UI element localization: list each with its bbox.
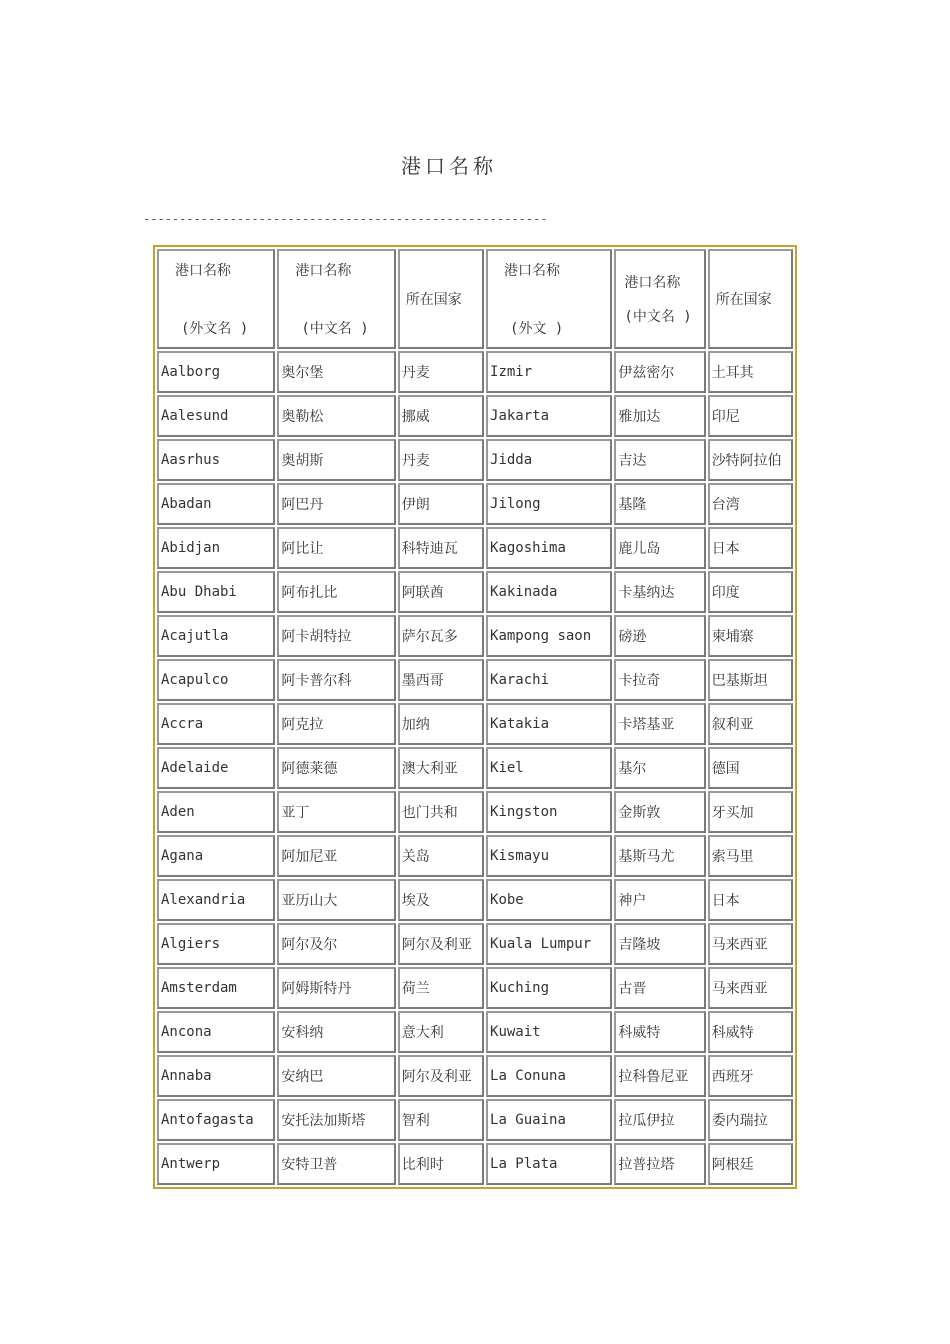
- port-chinese-name: 阿加尼亚: [277, 835, 395, 877]
- port-country: 委内瑞拉: [708, 1099, 793, 1141]
- header-country-2: 所在国家: [708, 249, 793, 349]
- port-foreign-name: Kagoshima: [486, 527, 612, 569]
- table-row: [157, 527, 793, 569]
- port-foreign-name: La Plata: [486, 1143, 612, 1185]
- port-chinese-name: 卡塔基亚: [614, 703, 705, 745]
- port-chinese-name: 伊兹密尔: [614, 351, 705, 393]
- port-country: 巴基斯坦: [708, 659, 793, 701]
- port-chinese-name: 安纳巴: [277, 1055, 395, 1097]
- port-foreign-name: Amsterdam: [157, 967, 275, 1009]
- table-row: [157, 351, 793, 393]
- port-chinese-name: 卡拉奇: [614, 659, 705, 701]
- table-row: [157, 703, 793, 745]
- port-country: 智利: [398, 1099, 484, 1141]
- port-country: 印度: [708, 571, 793, 613]
- port-country: 叙利亚: [708, 703, 793, 745]
- port-chinese-name: 奥胡斯: [277, 439, 395, 481]
- page-title: 港口名称: [401, 154, 497, 178]
- port-chinese-name: 神户: [614, 879, 705, 921]
- port-foreign-name: Acapulco: [157, 659, 275, 701]
- port-foreign-name: La Guaina: [486, 1099, 612, 1141]
- port-foreign-name: Annaba: [157, 1055, 275, 1097]
- port-chinese-name: 安特卫普: [277, 1143, 395, 1185]
- port-country: 阿尔及利亚: [398, 1055, 484, 1097]
- port-foreign-name: Aasrhus: [157, 439, 275, 481]
- port-chinese-name: 阿姆斯特丹: [277, 967, 395, 1009]
- port-foreign-name: Algiers: [157, 923, 275, 965]
- port-foreign-name: Katakia: [486, 703, 612, 745]
- port-chinese-name: 拉科鲁尼亚: [614, 1055, 705, 1097]
- port-country: 马来西亚: [708, 967, 793, 1009]
- port-chinese-name: 阿卡胡特拉: [277, 615, 395, 657]
- table-row: [157, 1011, 793, 1053]
- port-foreign-name: Agana: [157, 835, 275, 877]
- port-country: 阿联酋: [398, 571, 484, 613]
- port-foreign-name: Karachi: [486, 659, 612, 701]
- port-country: 阿尔及利亚: [398, 923, 484, 965]
- table-row: [157, 1143, 793, 1185]
- port-foreign-name: Aalesund: [157, 395, 275, 437]
- port-foreign-name: Kampong saon: [486, 615, 612, 657]
- port-chinese-name: 亚丁: [277, 791, 395, 833]
- header-foreign-name-2: 港口名称 (外文 ): [486, 249, 612, 349]
- port-foreign-name: Kakinada: [486, 571, 612, 613]
- port-country: 埃及: [398, 879, 484, 921]
- port-country: 科威特: [708, 1011, 793, 1053]
- table-row: [157, 835, 793, 877]
- port-chinese-name: 吉达: [614, 439, 705, 481]
- port-chinese-name: 奥尔堡: [277, 351, 395, 393]
- port-foreign-name: Acajutla: [157, 615, 275, 657]
- port-country: 日本: [708, 527, 793, 569]
- port-country: 印尼: [708, 395, 793, 437]
- table-row: [157, 483, 793, 525]
- port-foreign-name: Kuwait: [486, 1011, 612, 1053]
- port-country: 丹麦: [398, 439, 484, 481]
- port-chinese-name: 基斯马尤: [614, 835, 705, 877]
- table-row: [157, 571, 793, 613]
- table-header-row: [157, 249, 793, 349]
- port-chinese-name: 基隆: [614, 483, 705, 525]
- port-foreign-name: Abu Dhabi: [157, 571, 275, 613]
- port-foreign-name: Kuala Lumpur: [486, 923, 612, 965]
- port-foreign-name: Aden: [157, 791, 275, 833]
- port-country: 加纳: [398, 703, 484, 745]
- table-row: [157, 879, 793, 921]
- port-foreign-name: Ancona: [157, 1011, 275, 1053]
- port-country: 科特迪瓦: [398, 527, 484, 569]
- port-foreign-name: Antwerp: [157, 1143, 275, 1185]
- port-country: 意大利: [398, 1011, 484, 1053]
- port-chinese-name: 阿布扎比: [277, 571, 395, 613]
- table-row: [157, 923, 793, 965]
- port-foreign-name: Jilong: [486, 483, 612, 525]
- port-chinese-name: 卡基纳达: [614, 571, 705, 613]
- port-chinese-name: 科威特: [614, 1011, 705, 1053]
- port-chinese-name: 磅逊: [614, 615, 705, 657]
- port-country: 澳大利亚: [398, 747, 484, 789]
- port-country: 阿根廷: [708, 1143, 793, 1185]
- port-country: 德国: [708, 747, 793, 789]
- port-foreign-name: Abadan: [157, 483, 275, 525]
- port-chinese-name: 奥勒松: [277, 395, 395, 437]
- table-row: [157, 395, 793, 437]
- port-country: 柬埔寨: [708, 615, 793, 657]
- port-chinese-name: 雅加达: [614, 395, 705, 437]
- port-chinese-name: 拉普拉塔: [614, 1143, 705, 1185]
- header-foreign-name-1: 港口名称 (外文名 ): [157, 249, 275, 349]
- port-chinese-name: 安托法加斯塔: [277, 1099, 395, 1141]
- port-foreign-name: Accra: [157, 703, 275, 745]
- port-foreign-name: Jakarta: [486, 395, 612, 437]
- port-country: 墨西哥: [398, 659, 484, 701]
- port-foreign-name: Jidda: [486, 439, 612, 481]
- port-foreign-name: Kuching: [486, 967, 612, 1009]
- port-chinese-name: 亚历山大: [277, 879, 395, 921]
- port-country: 沙特阿拉伯: [708, 439, 793, 481]
- divider-rule: --------------------------------------------------------: [143, 212, 548, 226]
- port-chinese-name: 拉瓜伊拉: [614, 1099, 705, 1141]
- port-country: 日本: [708, 879, 793, 921]
- port-country: 索马里: [708, 835, 793, 877]
- table-row: [157, 791, 793, 833]
- table-row: [157, 1055, 793, 1097]
- port-country: 比利时: [398, 1143, 484, 1185]
- port-country: 台湾: [708, 483, 793, 525]
- port-country: 关岛: [398, 835, 484, 877]
- table-row: [157, 1099, 793, 1141]
- port-foreign-name: Kismayu: [486, 835, 612, 877]
- port-country: 萨尔瓦多: [398, 615, 484, 657]
- port-chinese-name: 金斯敦: [614, 791, 705, 833]
- ports-table: [153, 245, 797, 1189]
- port-chinese-name: 安科纳: [277, 1011, 395, 1053]
- port-foreign-name: Aalborg: [157, 351, 275, 393]
- port-country: 马来西亚: [708, 923, 793, 965]
- port-country: 也门共和: [398, 791, 484, 833]
- table-row: [157, 659, 793, 701]
- port-country: 土耳其: [708, 351, 793, 393]
- table-row: [157, 747, 793, 789]
- port-foreign-name: Izmir: [486, 351, 612, 393]
- port-chinese-name: 古晋: [614, 967, 705, 1009]
- table-row: [157, 967, 793, 1009]
- port-chinese-name: 阿德莱德: [277, 747, 395, 789]
- header-chinese-name-1: 港口名称 (中文名 ): [277, 249, 395, 349]
- port-foreign-name: Antofagasta: [157, 1099, 275, 1141]
- port-foreign-name: Kobe: [486, 879, 612, 921]
- port-chinese-name: 吉隆坡: [614, 923, 705, 965]
- port-country: 伊朗: [398, 483, 484, 525]
- header-country-1: 所在国家: [398, 249, 484, 349]
- port-foreign-name: Adelaide: [157, 747, 275, 789]
- table-row: [157, 615, 793, 657]
- port-foreign-name: La Conuna: [486, 1055, 612, 1097]
- port-country: 牙买加: [708, 791, 793, 833]
- port-country: 挪威: [398, 395, 484, 437]
- port-foreign-name: Kingston: [486, 791, 612, 833]
- port-chinese-name: 阿巴丹: [277, 483, 395, 525]
- port-country: 丹麦: [398, 351, 484, 393]
- header-chinese-name-2: 港口名称 (中文名 ): [614, 249, 705, 349]
- port-chinese-name: 鹿儿岛: [614, 527, 705, 569]
- port-chinese-name: 阿尔及尔: [277, 923, 395, 965]
- port-foreign-name: Alexandria: [157, 879, 275, 921]
- port-foreign-name: Kiel: [486, 747, 612, 789]
- port-chinese-name: 基尔: [614, 747, 705, 789]
- port-country: 荷兰: [398, 967, 484, 1009]
- port-country: 西班牙: [708, 1055, 793, 1097]
- port-chinese-name: 阿比让: [277, 527, 395, 569]
- port-chinese-name: 阿克拉: [277, 703, 395, 745]
- port-foreign-name: Abidjan: [157, 527, 275, 569]
- table-row: [157, 439, 793, 481]
- port-chinese-name: 阿卡普尔科: [277, 659, 395, 701]
